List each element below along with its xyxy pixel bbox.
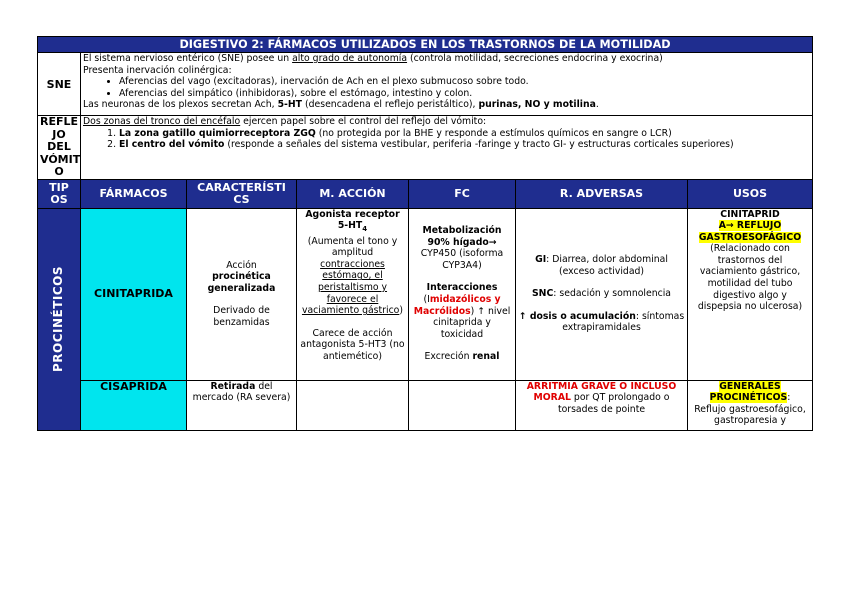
sne-line2: Presenta inervación colinérgica: (83, 64, 232, 76)
cinitaprida-fc: Metabolización 90% hígado→ CYP450 (isoforma CYP3A4) Interacciones (Imidazólicos y Macrólidos) ↑ nivel cinitaprida y toxicidad Excreción renal (409, 208, 516, 380)
header-row (38, 179, 813, 208)
page-title: DIGESTIVO 2: FÁRMACOS UTILIZADOS EN LOS TRASTORNOS DE LA MOTILIDAD (38, 37, 813, 53)
header-fc: FC (409, 179, 516, 208)
header-usos: USOS (688, 179, 813, 208)
sne-label: SNE (38, 53, 81, 116)
list-item: • Aferencias del vago (excitadoras), inervación de Ach en el plexo submucoso sobre todo. (119, 76, 810, 88)
cinitaprida-reacciones-adversas: GI: Diarrea, dolor abdominal (exceso actividad) SNC: sedación y somnolencia ↑ dosis o acumulación: síntomas extrapiramidales (516, 208, 688, 380)
reflejo-list (83, 128, 810, 151)
list-item: • Aferencias del simpático (inhibidoras), sobre el estómago, intestino y colon. (119, 88, 810, 100)
reflejo-content (81, 116, 813, 180)
sne-row (38, 53, 813, 116)
page (37, 36, 812, 431)
header-caracteristicas: CARACTERÍSTI CS (187, 179, 297, 208)
reflejo-row (38, 116, 813, 180)
header-farmacos: FÁRMACOS (81, 179, 187, 208)
header-mecanismo-accion: M. ACCIÓN (297, 179, 409, 208)
drug-cisaprida: CISAPRIDA (81, 380, 187, 430)
cisaprida-fc (409, 380, 516, 430)
cinitaprida-row (38, 208, 813, 380)
tipo-procineticos: PROCINÉTICOS (38, 208, 81, 430)
cisaprida-usos: GENERALES PROCINÉTICOS: Reflujo gastroesofágico, gastroparesia y (688, 380, 813, 430)
reflejo-intro: Dos zonas del tronco del encéfalo ejercen papel sobre el control del reflejo del vómito: (83, 116, 487, 127)
sne-line1: El sistema nervioso entérico (SNE) posee un alto grado de autonomía (controla motilidad, secreciones endocrina y exocrina) (83, 53, 663, 64)
cisaprida-reacciones-adversas: ARRITMIA GRAVE O INCLUSO MORAL por QT prolongado o torsades de pointe (516, 380, 688, 430)
motility-drugs-table (37, 36, 813, 431)
cinitaprida-mecanismo: Agonista receptor $5-HT_4$ (Aumenta el tono y amplitud contracciones estómago, el peristaltismo y favorece el vaciamiento gástrico) Carece de acción antagonista 5-HT3 (no antiemético) (297, 208, 409, 380)
cisaprida-caracteristicas: Retirada del mercado (RA severa) (187, 380, 297, 430)
sne-line3: Las neuronas de los plexos secretan Ach, 5-HT (desencadena el reflejo peristáltico), purinas, NO y motilina. (83, 99, 599, 111)
drug-cinitaprida: CINITAPRIDA (81, 208, 187, 380)
header-reacciones-adversas: R. ADVERSAS (516, 179, 688, 208)
cisaprida-row (38, 380, 813, 430)
cinitaprida-usos: CINITAPRID A→ REFLUJO GASTROESOFÁGICO (Relacionado con trastornos del vaciamiento gástrico, motilidad del tubo digestivo algo y dispepsia no ulcerosa) (688, 208, 813, 380)
sne-content (81, 53, 813, 116)
cinitaprida-caracteristicas: Acción procinética generalizada Derivado de benzamidas (187, 208, 297, 380)
sne-bullets (83, 76, 810, 99)
header-tipos: TIP OS (38, 179, 81, 208)
cisaprida-mecanismo (297, 380, 409, 430)
list-item: 2. El centro del vómito (responde a señales del sistema vestibular, periferia -faringe y tracto GI- y estructuras corticales superiores) (119, 139, 810, 151)
list-item: 1. La zona gatillo quimiorreceptora ZGQ (no protegida por la BHE y responde a estímulos químicos en sangre o LCR) (119, 128, 810, 140)
reflejo-label: REFLE JO DEL VÓMIT O (38, 116, 81, 180)
